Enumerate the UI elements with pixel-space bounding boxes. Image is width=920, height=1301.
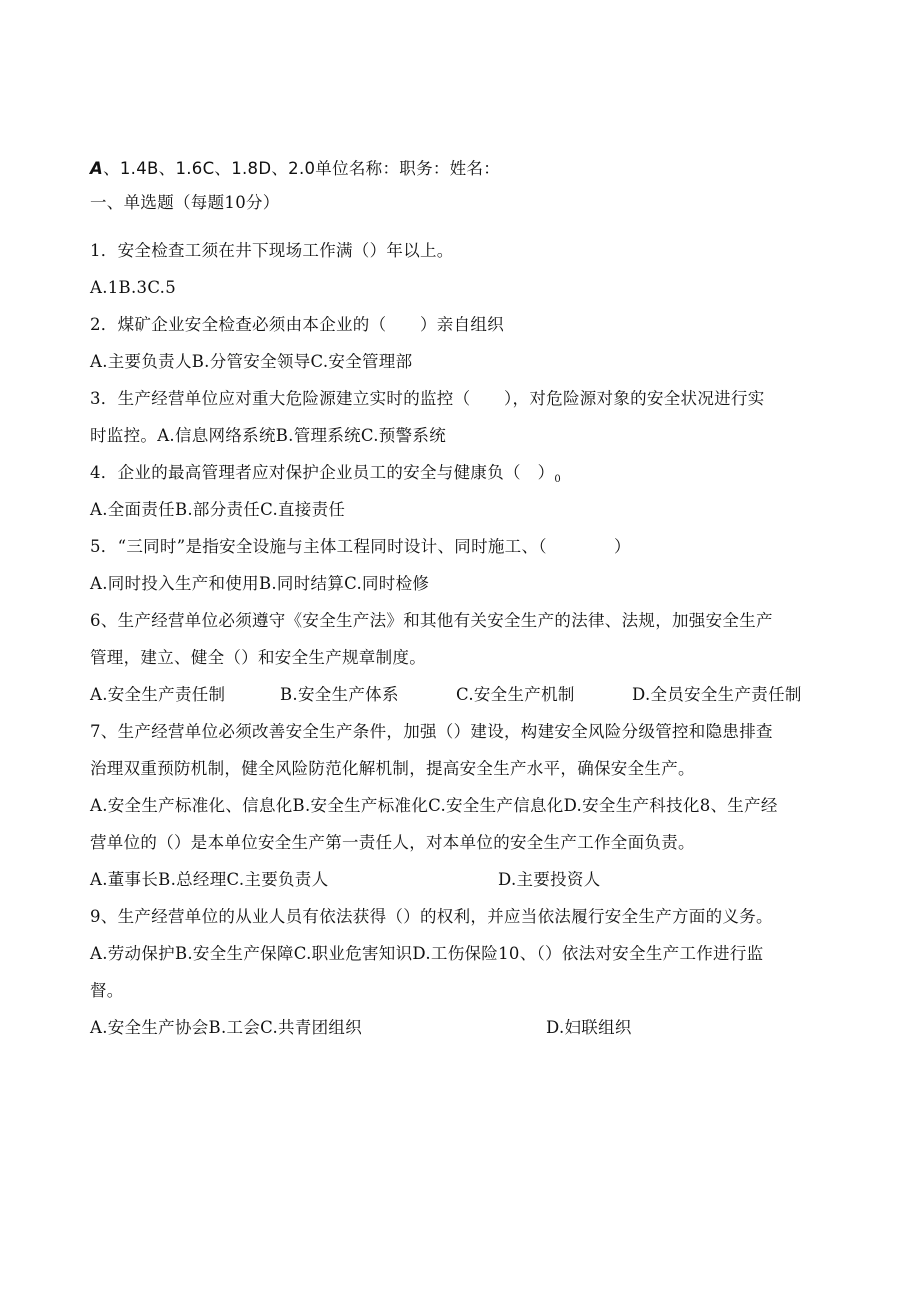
q3-stem-line1: 3．生产经营单位应对重大危险源建立实时的监控（ ），对危险源对象的安全状况进行实 (90, 389, 765, 408)
q4-stem-tail: 0 (554, 474, 562, 485)
q4-stem: 4．企业的最高管理者应对保护企业员工的安全与健康负（ ） (90, 463, 555, 482)
q5-stem: 5．“三同时”是指安全设施与主体工程同时设计、同时施工、（ ） (90, 537, 631, 556)
q8-options-abc: A.董事长B.总经理C.主要负责人 (90, 870, 329, 889)
q8-option-d: D.主要投资人 (498, 870, 601, 889)
q9-options-line1: A.劳动保护B.安全生产保障C.职业危害知识D.工伤保险10、（）依法对安全生产工作进行监 (90, 944, 764, 963)
q2-stem: 2．煤矿企业安全检查必须由本企业的（ ）亲自组织 (90, 315, 504, 334)
q7-stem-line1: 7、生产经营单位必须改善安全生产条件，加强（）建设，构建安全风险分级管控和隐患排查 (90, 722, 773, 741)
q3-stem-line2: 时监控。A.信息网络系统B.管理系统C.预警系统 (90, 426, 447, 445)
q1-options: A.1B.3C.5 (90, 278, 177, 297)
q6-option-a: A.安全生产责任制 (90, 685, 226, 704)
header-lead: A (90, 159, 104, 178)
q4-options: A.全面责任B.部分责任C.直接责任 (90, 500, 346, 519)
q7-stem-line2: 治理双重预防机制，健全风险防范化解机制，提高安全生产水平，确保安全生产。 (90, 759, 695, 778)
q6-option-d: D.全员安全生产责任制 (632, 685, 802, 704)
q5-options: A.同时投入生产和使用B.同时结算C.同时检修 (90, 574, 430, 593)
q6-option-c: C.安全生产机制 (456, 685, 575, 704)
q2-options: A.主要负责人B.分管安全领导C.安全管理部 (90, 352, 413, 371)
q4-stem-line (90, 462, 561, 491)
q10-options-abc: A.安全生产协会B.工会C.共青团组织 (90, 1018, 363, 1037)
q7-options-line1: A.安全生产标准化、信息化B.安全生产标准化C.安全生产信息化D.安全生产科技化8、生产经 (90, 796, 778, 815)
header-line (90, 158, 500, 180)
q10-options (90, 1017, 850, 1039)
q8-options (90, 869, 850, 891)
header-text: 、1.4B、1.6C、1.8D、2.0单位名称：职务：姓名： (103, 159, 501, 178)
q9-stem: 9、生产经营单位的从业人员有依法获得（）的权利，并应当依法履行安全生产方面的义务。 (90, 907, 773, 926)
q1-stem: 1．安全检查工须在井下现场工作满（）年以上。 (90, 241, 454, 260)
q6-stem-line1: 6、生产经营单位必须遵守《安全生产法》和其他有关安全生产的法律、法规，加强安全生产 (90, 611, 773, 630)
q10-option-d: D.妇联组织 (546, 1018, 632, 1037)
q6-stem-line2: 管理，建立、健全（）和安全生产规章制度。 (90, 648, 426, 667)
q6-options (90, 684, 850, 706)
q9-options-line2: 督。 (90, 981, 124, 1000)
q6-option-b: B.安全生产体系 (280, 685, 399, 704)
q7-options-line2: 营单位的（）是本单位安全生产第一责任人，对本单位的安全生产工作全面负责。 (90, 833, 695, 852)
section-title: 一、单选题（每题10分） (90, 193, 280, 212)
